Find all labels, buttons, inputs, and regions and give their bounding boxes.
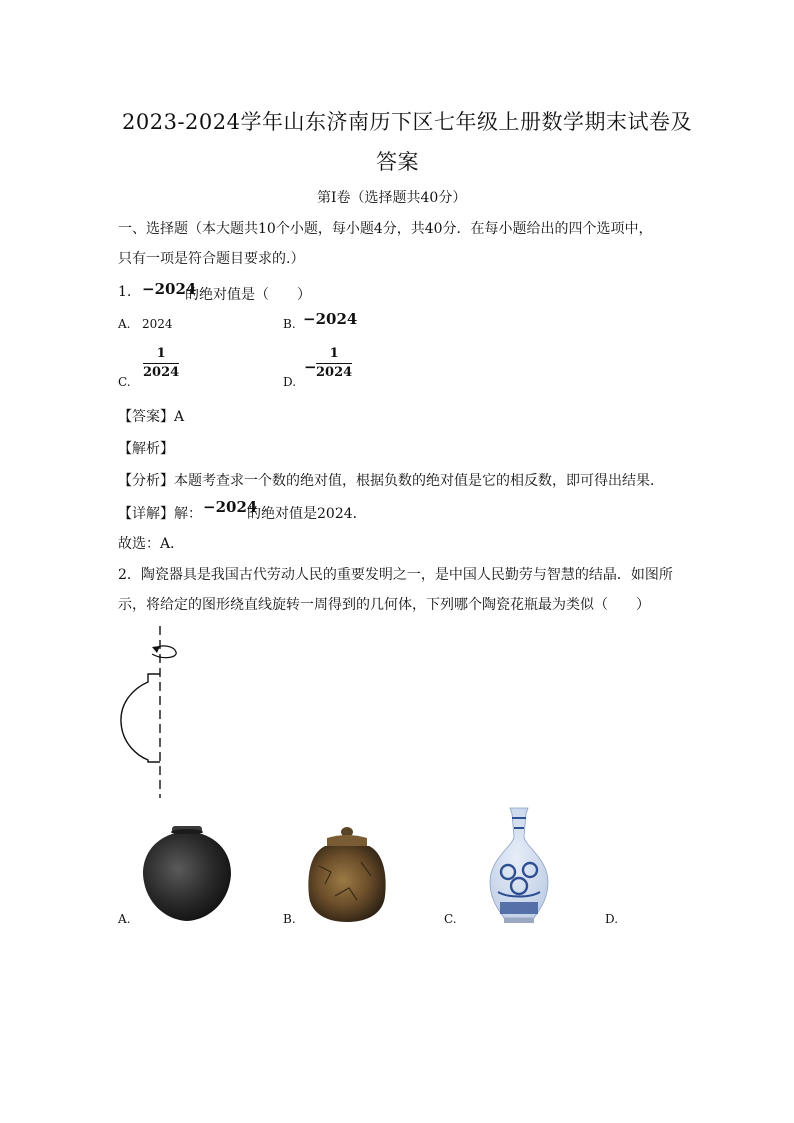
- vase-b-image: [305, 826, 389, 924]
- q1-choice: 故选：A．: [118, 536, 185, 552]
- q1-analysis: 【分析】本题考查求一个数的绝对值，根据负数的绝对值是它的相反数，即可得出结果．: [118, 473, 664, 489]
- q1-option-c-label: C.: [118, 375, 131, 389]
- instructions-line1: 一、选择题（本大题共10个小题，每小题4分，共40分．在每小题给出的四个选项中，: [118, 221, 653, 237]
- q1-option-d-fraction: [316, 346, 352, 381]
- q2-stem-line1: 2．陶瓷器具是我国古代劳动人民的重要发明之一，是中国人民勤劳与智慧的结晶．如图所: [118, 567, 673, 583]
- document-title-line1: 2023-2024学年山东济南历下区七年级上册数学期末试卷及: [122, 110, 692, 134]
- q1-detail-expression: −2024: [203, 498, 258, 516]
- q1-number: 1.: [118, 284, 132, 300]
- q1-option-a-label: A.: [118, 317, 131, 331]
- fraction-bar: [316, 363, 352, 364]
- vase-c-image: [488, 806, 550, 924]
- instructions-line2: 只有一项是符合题目要求的.）: [118, 251, 305, 267]
- vase-profile-outline: [121, 674, 160, 762]
- rotation-figure: [112, 622, 192, 802]
- q1-detail-suffix: 的绝对值是2024．: [247, 506, 367, 522]
- q1-option-d-label: D.: [283, 375, 297, 389]
- section-heading: 第Ⅰ卷（选择题共40分）: [317, 190, 467, 206]
- q2-option-a-label: A.: [118, 912, 131, 926]
- q2-option-b-label: B.: [283, 912, 296, 926]
- q1-analysis-heading: 【解析】: [118, 441, 174, 457]
- q1-option-d-sign: −: [304, 358, 317, 376]
- q1-answer: 【答案】A: [118, 409, 185, 425]
- fraction-bar: [143, 363, 179, 364]
- fraction-denominator: 2024: [316, 365, 353, 380]
- q1-option-b-label: B.: [283, 317, 296, 331]
- q1-option-a-value: 2024: [142, 317, 173, 331]
- q1-option-c-fraction: [143, 346, 179, 381]
- fraction-numerator: 1: [156, 346, 166, 361]
- q2-stem-line2: 示，将给定的图形绕直线旋转一周得到的几何体，下列哪个陶瓷花瓶最为类似（ ）: [118, 597, 650, 613]
- fraction-denominator: 2024: [143, 365, 180, 380]
- vase-a-image: [138, 826, 236, 922]
- q1-expression: −2024: [142, 280, 197, 298]
- document-title-line2: 答案: [376, 150, 419, 174]
- q2-option-d-label: D.: [605, 912, 619, 926]
- fraction-numerator: 1: [329, 346, 339, 361]
- q1-stem-suffix: 的绝对值是（ ）: [185, 287, 311, 303]
- q1-detail-prefix: 【详解】解：: [118, 506, 202, 522]
- arrow-head-icon: [152, 646, 160, 653]
- q1-option-b-value: −2024: [303, 310, 358, 328]
- q2-option-c-label: C.: [444, 912, 457, 926]
